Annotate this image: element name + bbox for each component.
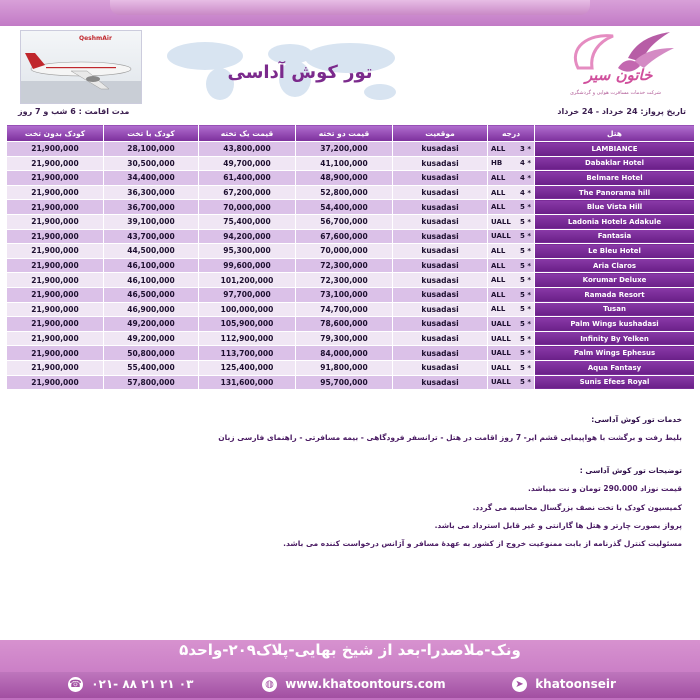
cell-child-no-bed: 21,900,000	[7, 287, 104, 302]
cell-child-bed: 34,400,000	[104, 171, 199, 186]
remarks-title: توضیحات تور کوش آداسی :	[579, 465, 682, 475]
cell-child-bed: 28,100,000	[104, 142, 199, 157]
top-strip	[110, 0, 590, 15]
star-rating: 5 *	[520, 217, 531, 226]
table-row	[7, 171, 695, 186]
board-type: ALL	[491, 276, 506, 285]
board-type: UALL	[491, 378, 511, 387]
cell-single: 94,200,000	[199, 229, 296, 244]
cell-single: 70,000,000	[199, 200, 296, 215]
cell-double: 79,300,000	[296, 331, 393, 346]
cell-single: 112,900,000	[199, 331, 296, 346]
cell-child-no-bed: 21,900,000	[7, 375, 104, 390]
cell-grade	[488, 142, 535, 157]
flight-date-value: 24 خرداد - 24 خرداد	[557, 107, 638, 116]
telegram-text: khatoonseir	[535, 677, 616, 691]
cell-double: 72,300,000	[296, 258, 393, 273]
cell-child-bed: 46,500,000	[104, 287, 199, 302]
cell-grade	[488, 317, 535, 332]
cell-location: kusadasi	[393, 156, 488, 171]
cell-double: 67,600,000	[296, 229, 393, 244]
stay-duration: مدت اقامت : 6 شب و 7 روز	[18, 107, 130, 116]
table-row	[7, 244, 695, 259]
table-row	[7, 287, 695, 302]
cell-hotel: Sunis Efees Royal	[535, 375, 695, 390]
cell-single: 101,200,000	[199, 273, 296, 288]
cell-location: kusadasi	[393, 142, 488, 157]
price-table	[6, 124, 695, 390]
table-row	[7, 156, 695, 171]
cell-double: 91,800,000	[296, 360, 393, 375]
cell-double: 56,700,000	[296, 214, 393, 229]
cell-single: 100,000,000	[199, 302, 296, 317]
airplane-image	[20, 30, 142, 104]
cell-child-no-bed: 21,900,000	[7, 171, 104, 186]
star-rating: 5 *	[520, 261, 531, 270]
cell-location: kusadasi	[393, 200, 488, 215]
cell-single: 125,400,000	[199, 360, 296, 375]
cell-single: 61,400,000	[199, 171, 296, 186]
star-rating: 5 *	[520, 349, 531, 358]
globe-icon: ◍	[262, 677, 277, 692]
cell-child-no-bed: 21,900,000	[7, 258, 104, 273]
cell-child-bed: 39,100,000	[104, 214, 199, 229]
cell-location: kusadasi	[393, 214, 488, 229]
board-type: ALL	[491, 188, 506, 197]
cell-child-no-bed: 21,900,000	[7, 346, 104, 361]
phone-number: ۰۲۱- ۸۸ ۲۱ ۲۱ ۰۳	[91, 677, 194, 691]
airline-label: QeshmAir	[79, 35, 112, 42]
cell-hotel: Tusan	[535, 302, 695, 317]
cell-child-bed: 55,400,000	[104, 360, 199, 375]
board-type: ALL	[491, 144, 506, 153]
page-title: تور کوش آداسی	[227, 62, 373, 83]
flight-date-label: تاریخ پرواز:	[640, 107, 686, 116]
cell-hotel: Le Bleu Hotel	[535, 244, 695, 259]
col-child-bed: کودک با تخت	[104, 125, 199, 142]
star-rating: 5 *	[520, 232, 531, 241]
star-rating: 5 *	[520, 276, 531, 285]
cell-double: 95,700,000	[296, 375, 393, 390]
website-link[interactable]	[262, 677, 446, 692]
star-rating: 5 *	[520, 319, 531, 328]
board-type: HB	[491, 159, 503, 168]
remark-1: قیمت نوزاد 290.000 تومان و نت میباشد.	[528, 484, 682, 494]
cell-grade	[488, 360, 535, 375]
cell-location: kusadasi	[393, 185, 488, 200]
table-row	[7, 258, 695, 273]
cell-child-bed: 50,800,000	[104, 346, 199, 361]
telegram-icon: ➤	[512, 677, 527, 692]
cell-grade	[488, 258, 535, 273]
cell-hotel: Dabaklar Hotel	[535, 156, 695, 171]
col-grade: درجه	[488, 125, 535, 142]
star-rating: 5 *	[520, 334, 531, 343]
telegram-link[interactable]	[512, 677, 616, 692]
cell-child-bed: 36,300,000	[104, 185, 199, 200]
cell-child-no-bed: 21,900,000	[7, 360, 104, 375]
board-type: ALL	[491, 290, 506, 299]
cell-double: 70,000,000	[296, 244, 393, 259]
cell-grade	[488, 273, 535, 288]
cell-single: 43,800,000	[199, 142, 296, 157]
cell-hotel: Korumar Deluxe	[535, 273, 695, 288]
col-double: قیمت دو تخته	[296, 125, 393, 142]
cell-double: 52,800,000	[296, 185, 393, 200]
cell-single: 99,600,000	[199, 258, 296, 273]
cell-single: 67,200,000	[199, 185, 296, 200]
cell-hotel: The Panorama hill	[535, 185, 695, 200]
cell-child-no-bed: 21,900,000	[7, 200, 104, 215]
cell-location: kusadasi	[393, 317, 488, 332]
cell-grade	[488, 302, 535, 317]
cell-double: 74,700,000	[296, 302, 393, 317]
table-row	[7, 360, 695, 375]
star-rating: 5 *	[520, 305, 531, 314]
cell-grade	[488, 346, 535, 361]
cell-child-bed: 46,900,000	[104, 302, 199, 317]
star-rating: 5 *	[520, 378, 531, 387]
table-row	[7, 229, 695, 244]
cell-child-no-bed: 21,900,000	[7, 185, 104, 200]
cell-single: 105,900,000	[199, 317, 296, 332]
cell-double: 37,200,000	[296, 142, 393, 157]
services-title: خدمات تور کوش آداسی:	[591, 415, 682, 424]
table-row	[7, 317, 695, 332]
cell-double: 73,100,000	[296, 287, 393, 302]
board-type: ALL	[491, 203, 506, 212]
cell-location: kusadasi	[393, 287, 488, 302]
cell-hotel: Fantasia	[535, 229, 695, 244]
cell-single: 131,600,000	[199, 375, 296, 390]
cell-child-no-bed: 21,900,000	[7, 142, 104, 157]
logo-bird-icon	[558, 28, 678, 98]
cell-hotel: Palm Wings Ephesus	[535, 346, 695, 361]
table-row	[7, 185, 695, 200]
address: ونک-ملاصدرا-بعد از شیخ بهایی-پلاک۲۰۹-واحد۵	[179, 641, 521, 659]
cell-grade	[488, 200, 535, 215]
cell-child-bed: 49,200,000	[104, 317, 199, 332]
table-header-row	[7, 125, 695, 142]
cell-child-bed: 30,500,000	[104, 156, 199, 171]
cell-location: kusadasi	[393, 375, 488, 390]
cell-single: 113,700,000	[199, 346, 296, 361]
cell-grade	[488, 156, 535, 171]
star-rating: 4 *	[520, 188, 531, 197]
star-rating: 5 *	[520, 246, 531, 255]
col-single: قیمت یک تخته	[199, 125, 296, 142]
remark-3: پرواز بصورت چارتر و هتل ها گارانتی و غیر قابل استرداد می باشد.	[434, 520, 682, 530]
cell-child-no-bed: 21,900,000	[7, 273, 104, 288]
cell-grade	[488, 171, 535, 186]
cell-child-bed: 43,700,000	[104, 229, 199, 244]
cell-double: 84,000,000	[296, 346, 393, 361]
cell-location: kusadasi	[393, 244, 488, 259]
cell-single: 95,300,000	[199, 244, 296, 259]
cell-child-no-bed: 21,900,000	[7, 302, 104, 317]
star-rating: 5 *	[520, 363, 531, 372]
cell-single: 49,700,000	[199, 156, 296, 171]
col-location: موقعیت	[393, 125, 488, 142]
remark-4: مسئولیت کنترل گذرنامه از بابت ممنوعیت خروج از کشور به عهدهٔ مسافر و آژانس درخواست کننده می باشد.	[283, 539, 682, 549]
cell-grade	[488, 331, 535, 346]
cell-double: 41,100,000	[296, 156, 393, 171]
cell-location: kusadasi	[393, 360, 488, 375]
star-rating: 5 *	[520, 290, 531, 299]
table-row	[7, 331, 695, 346]
cell-double: 48,900,000	[296, 171, 393, 186]
cell-location: kusadasi	[393, 229, 488, 244]
cell-child-no-bed: 21,900,000	[7, 331, 104, 346]
star-rating: 4 *	[520, 159, 531, 168]
website-text: www.khatoontours.com	[285, 677, 446, 691]
cell-grade	[488, 287, 535, 302]
phone-contact[interactable]	[68, 677, 193, 692]
table-row	[7, 375, 695, 390]
cell-hotel: LAMBIANCE	[535, 142, 695, 157]
cell-child-no-bed: 21,900,000	[7, 317, 104, 332]
cell-child-no-bed: 21,900,000	[7, 229, 104, 244]
contacts-bar	[0, 672, 700, 698]
table-row	[7, 214, 695, 229]
table-row	[7, 200, 695, 215]
cell-single: 75,400,000	[199, 214, 296, 229]
logo-subtitle: شرکت خدمات مسافرت هوایی و گردشگری	[570, 90, 661, 96]
cell-child-no-bed: 21,900,000	[7, 214, 104, 229]
cell-double: 78,600,000	[296, 317, 393, 332]
cell-hotel: Palm Wings kushadasi	[535, 317, 695, 332]
cell-location: kusadasi	[393, 258, 488, 273]
cell-grade	[488, 244, 535, 259]
cell-hotel: Belmare Hotel	[535, 171, 695, 186]
col-child-no-bed: کودک بدون تخت	[7, 125, 104, 142]
table-row	[7, 302, 695, 317]
logo-text: خاتون سیر	[585, 66, 653, 84]
cell-location: kusadasi	[393, 302, 488, 317]
cell-grade	[488, 185, 535, 200]
cell-location: kusadasi	[393, 273, 488, 288]
flight-date	[557, 107, 686, 116]
cell-child-bed: 46,100,000	[104, 273, 199, 288]
col-hotel: هتل	[535, 125, 695, 142]
board-type: ALL	[491, 305, 506, 314]
star-rating: 4 *	[520, 173, 531, 182]
star-rating: 5 *	[520, 203, 531, 212]
cell-child-bed: 36,700,000	[104, 200, 199, 215]
cell-location: kusadasi	[393, 331, 488, 346]
cell-double: 72,300,000	[296, 273, 393, 288]
board-type: ALL	[491, 173, 506, 182]
cell-hotel: Aria Claros	[535, 258, 695, 273]
board-type: ALL	[491, 261, 506, 270]
board-type: UALL	[491, 319, 511, 328]
board-type: UALL	[491, 349, 511, 358]
cell-child-bed: 57,800,000	[104, 375, 199, 390]
phone-icon: ☎	[69, 679, 82, 690]
board-type: UALL	[491, 217, 511, 226]
cell-hotel: Ladonia Hotels Adakule	[535, 214, 695, 229]
cell-double: 54,400,000	[296, 200, 393, 215]
board-type: UALL	[491, 232, 511, 241]
cell-child-no-bed: 21,900,000	[7, 244, 104, 259]
board-type: UALL	[491, 334, 511, 343]
table-row	[7, 346, 695, 361]
cell-child-bed: 46,100,000	[104, 258, 199, 273]
services-text: بلیط رفت و برگشت با هواپیمایی قشم ایر- 7 روز اقامت در هتل - ترانسفر فرودگاهی - بیمه مسافرتی - راهنمای فارسی زبان	[218, 433, 682, 443]
cell-child-no-bed: 21,900,000	[7, 156, 104, 171]
cell-child-bed: 44,500,000	[104, 244, 199, 259]
cell-grade	[488, 229, 535, 244]
board-type: ALL	[491, 246, 506, 255]
cell-grade	[488, 214, 535, 229]
cell-hotel: Ramada Resort	[535, 287, 695, 302]
star-rating: 3 *	[520, 144, 531, 153]
remark-2: کمیسیون کودک با تخت نصف بزرگسال محاسبه می گردد.	[472, 502, 682, 512]
cell-location: kusadasi	[393, 171, 488, 186]
cell-location: kusadasi	[393, 346, 488, 361]
cell-grade	[488, 375, 535, 390]
cell-single: 97,700,000	[199, 287, 296, 302]
cell-hotel: Aqua Fantasy	[535, 360, 695, 375]
cell-hotel: Infinity By Yelken	[535, 331, 695, 346]
table-row	[7, 273, 695, 288]
notes-section	[12, 415, 682, 558]
cell-child-bed: 49,200,000	[104, 331, 199, 346]
board-type: UALL	[491, 363, 511, 372]
cell-hotel: Blue Vista Hill	[535, 200, 695, 215]
table-row	[7, 142, 695, 157]
